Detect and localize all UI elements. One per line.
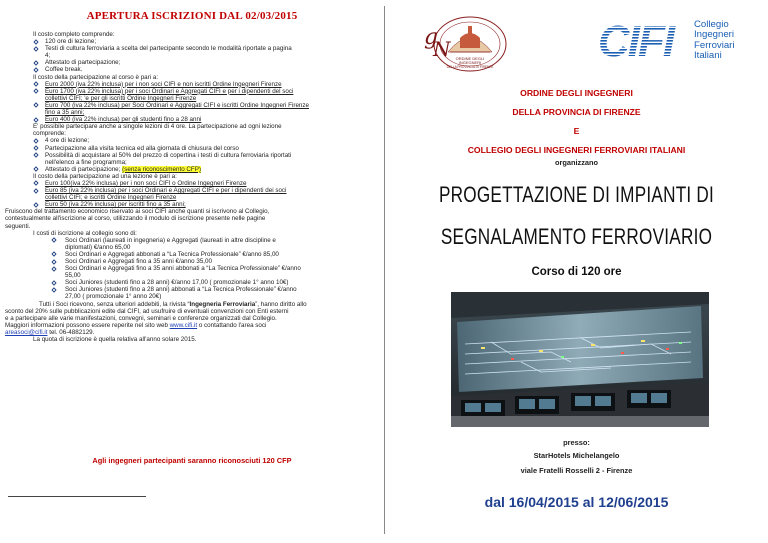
text-line-content: Soci Ordinari (laureati in ingegneria) e Aggregati (laureati in altre discipline e bbox=[65, 236, 276, 244]
text-line bbox=[33, 194, 353, 201]
text-line-content: I costi di iscrizione al collegio sono di: bbox=[33, 229, 137, 237]
text-line bbox=[33, 52, 353, 59]
bullet-icon bbox=[33, 88, 39, 94]
text-line bbox=[5, 322, 353, 329]
bullet-icon bbox=[51, 259, 57, 265]
text-line bbox=[33, 159, 353, 166]
seal-text-top: ORDINE DEGLI bbox=[455, 56, 485, 61]
text-line bbox=[33, 116, 353, 123]
text-line-content: contestualmente all'iscrizione al corso, utilizzando il modulo di iscrizione presente nelle pagine bbox=[5, 215, 266, 223]
pricing-text bbox=[5, 31, 353, 344]
text-line-content: Euro 700 (iva 22% inclusa) per Soci Ordinari e Aggregati CIFI e iscritti Ordine Ingegneri Firenze bbox=[45, 101, 310, 109]
bullet-icon bbox=[33, 117, 39, 123]
text-line bbox=[33, 301, 353, 308]
bullet-icon bbox=[33, 188, 39, 194]
text-line-content: fino a 35 anni; bbox=[45, 109, 85, 117]
text-line bbox=[5, 215, 353, 222]
text-line-content: Il costo completo comprende: bbox=[33, 31, 115, 38]
text-line-content: comprende: bbox=[33, 130, 67, 138]
cifi-name-line: Italiani bbox=[694, 49, 722, 61]
text-line bbox=[33, 237, 353, 244]
text-line-content: 120 ore di lezione; bbox=[45, 38, 97, 46]
text-line-content: 4 ore di lezione; bbox=[45, 137, 90, 145]
text-line bbox=[33, 31, 353, 38]
control-room-photo bbox=[451, 292, 709, 427]
svg-text:g: g bbox=[424, 25, 439, 50]
org-line-1: ORDINE DEGLI INGEGNERI bbox=[520, 88, 633, 98]
text-line bbox=[5, 223, 353, 230]
bullet-icon bbox=[51, 266, 57, 272]
org-line-3: E bbox=[573, 126, 580, 136]
text-line bbox=[5, 208, 353, 215]
text-line bbox=[33, 137, 353, 144]
text-line-content: E' possibile partecipare anche a singole lezioni di 4 ore. La partecipazione ad ogni lezione bbox=[33, 123, 282, 131]
text-line bbox=[5, 315, 353, 322]
text-line-content: Coffee break. bbox=[45, 66, 83, 74]
text-line-content: La quota di iscrizione è quella relativa all'anno solare 2015. bbox=[33, 336, 197, 344]
text-line bbox=[5, 308, 353, 315]
text-line bbox=[33, 81, 353, 88]
text-line-content: nell'elenco a fine programma; bbox=[45, 158, 127, 166]
text-line-content: Soci Juniores (studenti fino a 28 anni) €/anno 17,00 ( promozionale 1° anno 10€) bbox=[65, 279, 289, 287]
text-line bbox=[33, 109, 353, 116]
text-line bbox=[33, 130, 353, 137]
text-line-content: Euro 400 (iva 22% inclusa) per gli studenti fino a 28 anni bbox=[45, 116, 202, 124]
enrollment-title: APERTURA ISCRIZIONI DAL 02/03/2015 bbox=[86, 10, 298, 22]
bullet-icon bbox=[33, 81, 39, 87]
text-line-content: Attestato di partecipazione; bbox=[45, 165, 123, 173]
right-column bbox=[385, 0, 768, 543]
text-line bbox=[33, 45, 353, 52]
text-line bbox=[33, 265, 353, 272]
text-line-content: Euro 100(iva 22% inclusa) per i non soci CIFI o Ordine Ingegneri Firenze bbox=[45, 179, 247, 187]
text-line-content: Fruiscono del trattamento economico riservato ai soci CIFI anche quanti si iscrivono al Collegio, bbox=[5, 208, 270, 216]
text-line bbox=[33, 293, 353, 300]
text-line bbox=[33, 95, 353, 102]
cifi-letters: CIFI bbox=[598, 17, 674, 60]
text-line-content: Soci Juniores (studenti fino a 28 anni) abbonati a “La Tecnica Professionale” €/anno bbox=[65, 286, 297, 294]
text-line-content: 27,00 ( promozionale 1° anno 20€) bbox=[65, 293, 162, 301]
bullet-icon bbox=[51, 237, 57, 243]
seal-text-mid: INGEGNERI bbox=[458, 60, 482, 65]
magazine-name: Ingegneria Ferroviaria bbox=[189, 300, 256, 308]
text-line bbox=[33, 173, 353, 180]
text-line-content: collettivi CIFI; e iscritti Ordine Ingegneri Firenze bbox=[45, 194, 177, 202]
text-line-content: Tutti i Soci ricevono, senza ulteriori addebiti, la rivista “ bbox=[39, 300, 190, 308]
text-line-content: Partecipazione alla visita tecnica ed alla giornata di chiusura del corso bbox=[45, 144, 239, 152]
text-line bbox=[33, 152, 353, 159]
course-duration: Corso di 120 ore bbox=[531, 266, 622, 278]
course-title-line-1: PROGETTAZIONE DI IMPIANTI DI bbox=[438, 182, 715, 207]
text-line bbox=[33, 66, 353, 73]
text-line-content: e a partecipare alle varie manifestazioni, convegni, seminari e conferenze organizzati dal Collegio. bbox=[5, 314, 277, 322]
cifi-name-line: Ferroviari bbox=[694, 39, 735, 51]
text-line bbox=[33, 201, 353, 208]
text-line-content: Il costo della partecipazione ad una lezione è pari a: bbox=[33, 172, 177, 180]
text-line bbox=[33, 88, 353, 95]
text-line-content: Soci Ordinari e Aggregati fino a 35 anni abbonati a “La Tecnica Professionale” €/anno bbox=[65, 265, 301, 273]
text-line-content: sconto del 20% sulle pubblicazioni edite dal CIFI, ad usufruire di eventuali convenzioni con Enti esterni bbox=[5, 307, 289, 315]
text-line bbox=[33, 251, 353, 258]
text-line-content: collettivi CIFI; 'e per gli iscritti Ordine Ingegneri Firenze bbox=[45, 94, 197, 102]
text-line bbox=[33, 187, 353, 194]
text-line bbox=[33, 336, 353, 343]
bullet-icon bbox=[33, 145, 39, 151]
footnote-separator bbox=[8, 496, 146, 497]
organizzano-label: organizzano bbox=[554, 158, 599, 167]
text-line bbox=[33, 74, 353, 81]
bullet-icon bbox=[51, 287, 57, 293]
text-line-content: Maggiori informazioni possono essere reperite nel sito web bbox=[5, 321, 170, 329]
text-line bbox=[33, 230, 353, 237]
text-line-content: o contattando l'area soci bbox=[197, 321, 267, 329]
bullet-icon bbox=[33, 67, 39, 73]
text-line-content: Soci Ordinari e Aggregati fino a 35 anni €/anno 35,00 bbox=[65, 258, 212, 265]
text-line-content: Possibilità di acquistare al 50% del prezzo di copertina i testi di cultura ferroviaria riportati bbox=[45, 151, 292, 159]
text-line-content: seguenti. bbox=[5, 222, 31, 230]
cifi-logo bbox=[596, 16, 746, 60]
bullet-icon bbox=[51, 280, 57, 286]
cfp-note: Agli ingegneri partecipanti saranno riconosciuti 120 CFP bbox=[92, 456, 292, 465]
text-line bbox=[33, 38, 353, 45]
venue-name: StarHotels Michelangelo bbox=[533, 451, 620, 460]
text-line bbox=[5, 329, 353, 336]
text-line bbox=[33, 166, 353, 173]
venue-address: viale Fratelli Rosselli 2 - Firenze bbox=[520, 466, 633, 475]
email-link[interactable]: areasoci@cifi.it bbox=[5, 328, 48, 336]
text-line-content: Euro 1700 (iva 22% inclusa) per i soci Ordinari e Aggregati CIFI e per i dipendenti del soci bbox=[45, 87, 294, 95]
text-line-content: tel. 06-4882129. bbox=[47, 328, 95, 336]
bullet-icon bbox=[33, 46, 39, 52]
bullet-icon bbox=[33, 60, 39, 66]
text-line bbox=[33, 123, 353, 130]
highlighted-note: (senza riconoscimento CFP) bbox=[122, 165, 201, 173]
bullet-icon bbox=[33, 166, 39, 172]
text-line-content: Soci Ordinari e Aggregati abbonati a “La Tecnica Professionale” €/anno 85,00 bbox=[65, 250, 279, 258]
bullet-icon bbox=[33, 152, 39, 158]
website-link[interactable]: www.cifi.it bbox=[169, 321, 198, 329]
org-line-4: COLLEGIO DEGLI INGEGNERI FERROVIARI ITALIANI bbox=[467, 145, 686, 155]
cifi-name-line: Ingegneri bbox=[694, 29, 735, 41]
text-line bbox=[33, 102, 353, 109]
ordine-ingegneri-seal bbox=[418, 14, 510, 74]
text-line bbox=[33, 145, 353, 152]
bullet-icon bbox=[33, 138, 39, 144]
course-title-line-2: SEGNALAMENTO FERROVIARIO bbox=[440, 224, 713, 249]
course-dates: dal 16/04/2015 al 12/06/2015 bbox=[484, 494, 669, 510]
text-line-content: 55,00 bbox=[65, 272, 81, 280]
text-line bbox=[33, 279, 353, 286]
bullet-icon bbox=[33, 180, 39, 186]
text-line bbox=[33, 180, 353, 187]
cifi-mark bbox=[596, 16, 692, 60]
bullet-icon bbox=[51, 251, 57, 257]
text-line-content: 4; bbox=[45, 52, 51, 60]
text-line-content: ”, hanno diritto allo bbox=[255, 300, 307, 308]
bullet-icon bbox=[33, 102, 39, 108]
cifi-name bbox=[694, 20, 746, 61]
presso-label: presso: bbox=[563, 438, 590, 447]
text-line-content: Attestato di partecipazione; bbox=[45, 59, 121, 67]
cifi-name-line: Collegio bbox=[694, 19, 729, 30]
bullet-icon bbox=[33, 202, 39, 208]
svg-text:N: N bbox=[433, 37, 451, 61]
text-line bbox=[33, 244, 353, 251]
org-line-2: DELLA PROVINCIA DI FIRENZE bbox=[512, 107, 641, 117]
text-line bbox=[33, 59, 353, 66]
text-line-content: Euro 50 (iva 22% inclusa) per iscritti fino a 35 anni; bbox=[45, 201, 186, 209]
text-line-content: Testi di cultura ferroviaria a scelta del partecipante secondo le modalità riportate a pagina bbox=[45, 45, 292, 53]
text-line-content: Il costo della partecipazione al corso è pari a: bbox=[33, 73, 159, 81]
text-line bbox=[33, 272, 353, 279]
bullet-icon bbox=[33, 39, 39, 45]
text-line bbox=[33, 286, 353, 293]
seal-text-bottom: DELLA PROVINCIA DI FIRENZE bbox=[446, 65, 494, 69]
text-line-content: Euro 2000 (iva 22% inclusa) per i non soci CIFI e non iscritti Ordine Ingegneri Firenze bbox=[45, 80, 282, 88]
text-line-content: diplomati) €/anno 65,00 bbox=[65, 243, 131, 251]
text-line bbox=[33, 258, 353, 265]
text-line-content: Euro 85 (iva 22% inclusa) per i soci Ordinari e Aggregati CIFI e per i dipendenti dei soci bbox=[45, 187, 287, 195]
